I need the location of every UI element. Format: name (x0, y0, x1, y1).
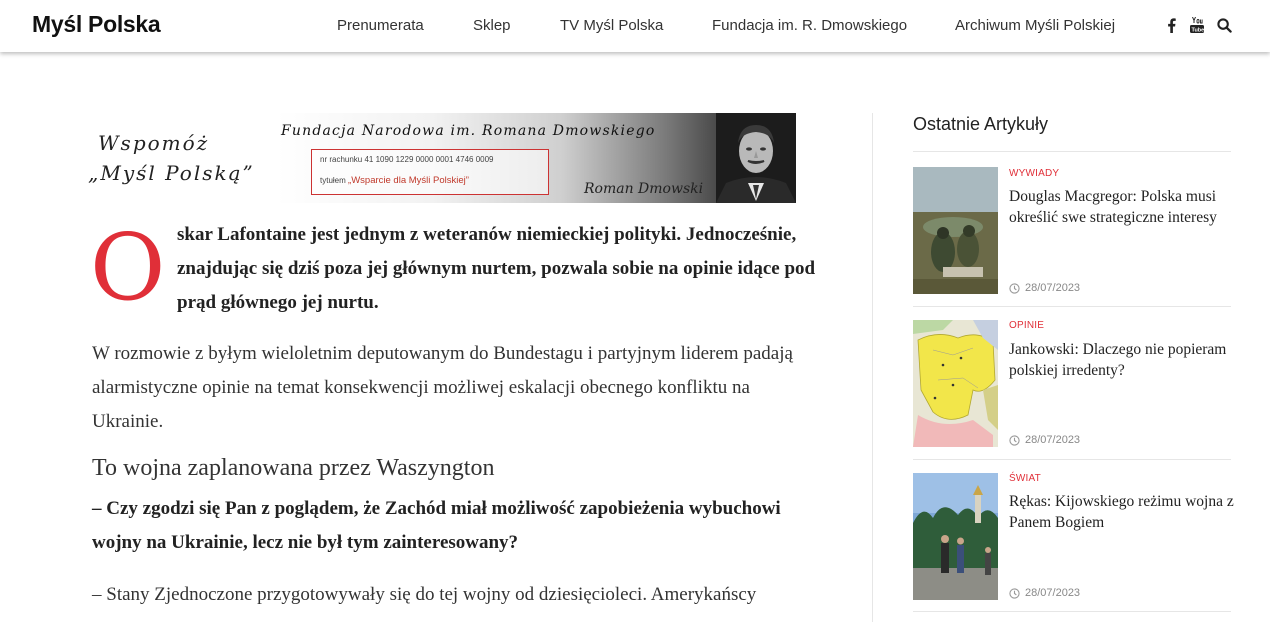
clock-icon (1009, 588, 1020, 599)
site-header (0, 0, 1270, 52)
banner-support-line1: Wspomóż (98, 131, 210, 155)
article-title-link[interactable]: Rękas: Kijowskiego reżimu wojna z Panem Bogiem (1009, 493, 1234, 531)
nav-archiwum[interactable]: Archiwum Myśli Polskiej (955, 17, 1116, 34)
interview-question: – Czy zgodzi się Pan z poglądem, że Zachód miał możliwość zapobieżenia wybuchowi wojny na Ukrainie, lecz nie był tym zainteresowany? (92, 498, 781, 553)
banner-title-prefix: tytułem (320, 176, 346, 185)
article-date-text: 28/07/2023 (1025, 587, 1081, 599)
article-thumbnail-1[interactable] (913, 167, 998, 294)
sidebar-title: Ostatnie Artykuły (913, 114, 1049, 134)
sidebar-divider (913, 151, 1231, 152)
article-date (1009, 587, 1080, 599)
article-thumbnail-2[interactable] (913, 320, 998, 447)
article-dropcap: O (90, 214, 166, 321)
article-paragraph: W rozmowie z byłym wieloletnim deputowanym do Bundestagu i partyjnym liderem padają alarmistyczne opinie na temat konsekwencji możliwej eskalacji obecnego konfliktu na Ukrainie. (92, 343, 793, 432)
donation-banner[interactable] (86, 113, 796, 203)
article-date-text: 28/07/2023 (1025, 434, 1081, 446)
banner-signature: Roman Dmowski (584, 181, 704, 197)
nav-fundacja[interactable]: Fundacja im. R. Dmowskiego (712, 17, 908, 34)
interview-answer: – Stany Zjednoczone przygotowywały się do tej wojny od dziesięcioleci. Amerykańscy (92, 584, 757, 605)
banner-account-box (311, 149, 549, 195)
article-category[interactable]: OPINIE (1009, 320, 1045, 331)
clock-icon (1009, 283, 1020, 294)
sidebar-divider (913, 611, 1231, 612)
search-icon[interactable] (1216, 16, 1232, 34)
sidebar-divider (913, 459, 1231, 460)
banner-foundation-name: Fundacja Narodowa im. Romana Dmowskiego (281, 123, 656, 139)
nav-sklep[interactable]: Sklep (473, 17, 511, 34)
svg-text:Tube: Tube (1191, 27, 1204, 33)
article-subheading: To wojna zaplanowana przez Waszyngton (92, 455, 495, 481)
article-title-link[interactable]: Douglas Macgregor: Polska musi określić swe strategiczne interesy (1009, 188, 1217, 226)
youtube-icon[interactable] (1189, 16, 1205, 34)
banner-title-value: „Wsparcie dla Myśli Polskiej” (348, 175, 469, 186)
banner-support-line2: „Myśl Polską” (88, 161, 255, 185)
article-date-text: 28/07/2023 (1025, 282, 1081, 294)
article-date (1009, 282, 1080, 294)
nav-prenumerata[interactable]: Prenumerata (337, 17, 424, 34)
banner-account-number: nr rachunku 41 1090 1229 0000 0001 4746 0009 (320, 155, 494, 164)
article-lead: skar Lafontaine jest jednym z weteranów niemieckiej polityki. Jednocześnie, znajdując się dziś poza jej głównym nurtem, pozwala sobie na opinie idące pod prąd głównego jej nurtu. (177, 224, 816, 313)
portrait-image (716, 113, 796, 203)
article-category[interactable]: ŚWIAT (1009, 473, 1041, 484)
site-logo[interactable]: Myśl Polska (32, 11, 161, 37)
article-category[interactable]: WYWIADY (1009, 168, 1060, 179)
article-date (1009, 434, 1080, 446)
facebook-icon[interactable] (1165, 16, 1177, 34)
sidebar-divider (913, 306, 1231, 307)
article-thumbnail-3[interactable] (913, 473, 998, 600)
column-divider (872, 113, 873, 622)
nav-tv[interactable]: TV Myśl Polska (560, 17, 664, 34)
clock-icon (1009, 435, 1020, 446)
banner-transfer-title (320, 175, 469, 186)
article-title-link[interactable]: Jankowski: Dlaczego nie popieram polskiej irredenty? (1009, 341, 1227, 379)
